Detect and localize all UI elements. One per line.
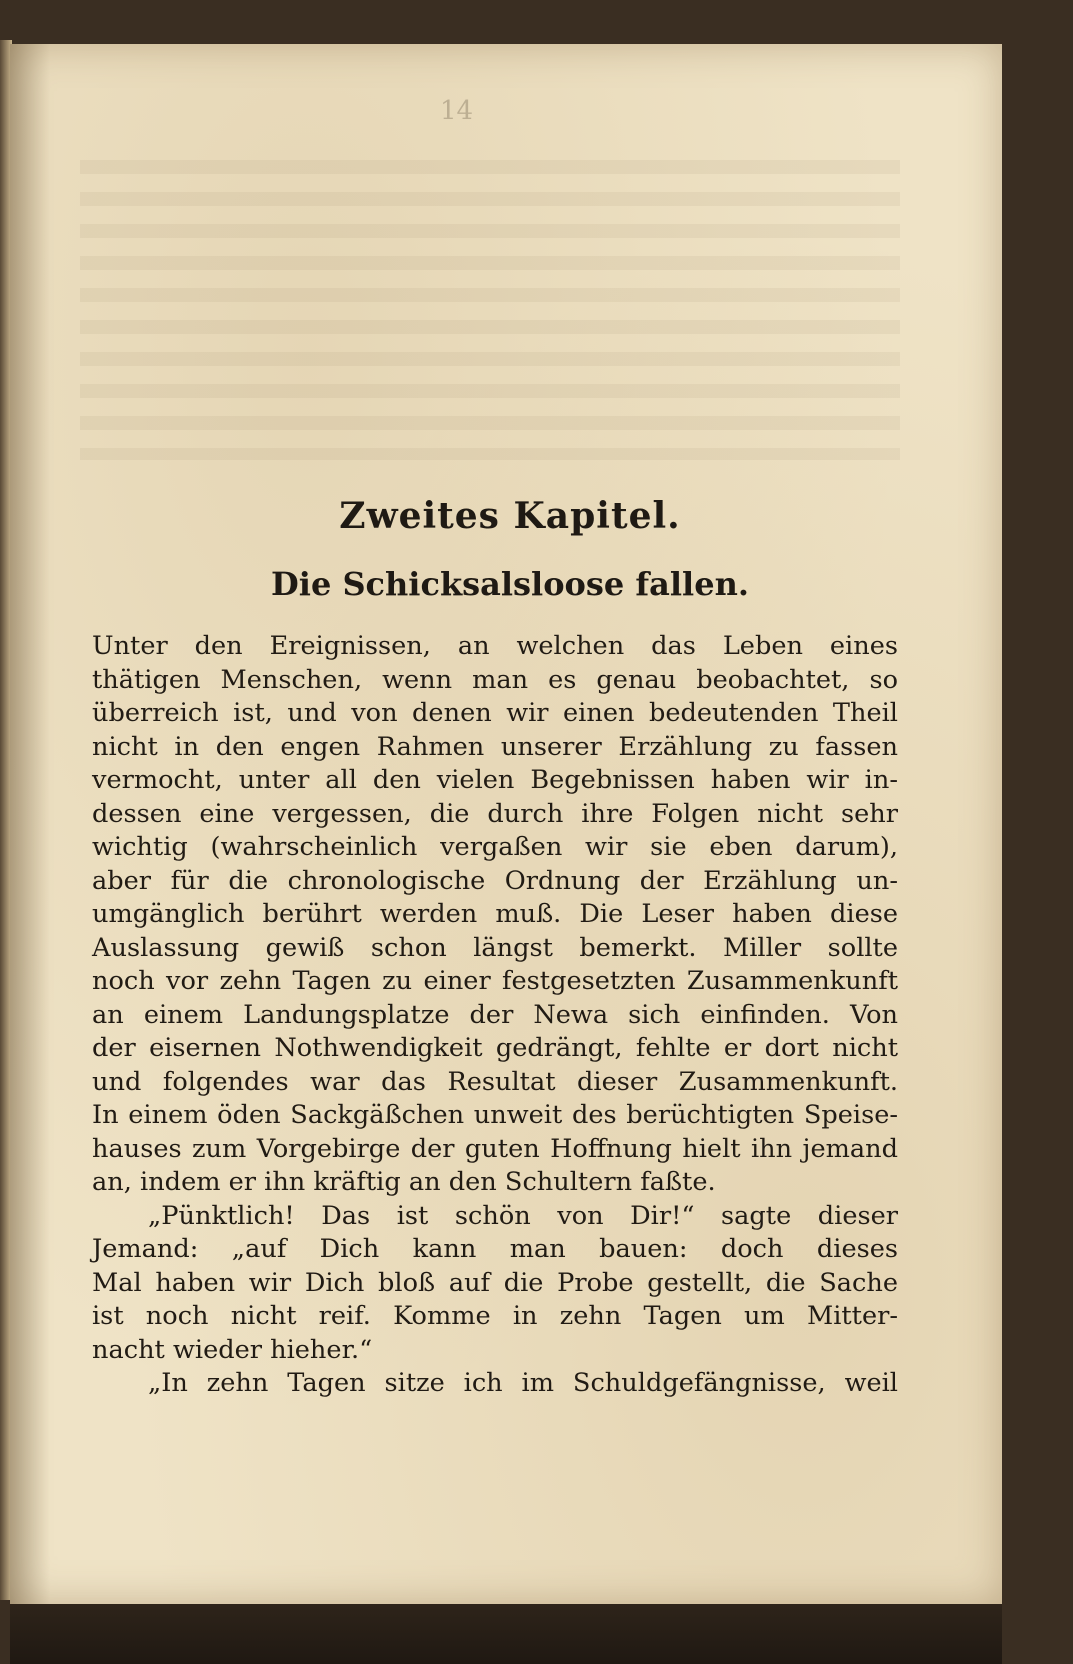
text-line: umgänglich berührt werden muß. Die Leser haben diese [92, 899, 898, 929]
text-line: noch vor zehn Tagen zu einer festgesetzten Zusammenkunft [92, 966, 898, 996]
body-text [92, 630, 898, 1401]
text-line: vermocht, unter all den vielen Begebnissen haben wir in- [92, 765, 898, 795]
text-line: dessen eine vergessen, die durch ihre Folgen nicht sehr [92, 798, 898, 829]
text-line: an einem Landungsplatze der Newa sich einfinden. Von [92, 999, 898, 1030]
bleed-through-text [80, 160, 900, 460]
text-line: Mal haben wir Dich bloß auf die Probe gestellt, die Sache [92, 1267, 898, 1298]
chapter-title: Zweites Kapitel. [339, 495, 681, 537]
text-line: wichtig (wahrscheinlich vergaßen wir sie eben darum), [92, 832, 898, 862]
page-number: 14 [440, 96, 474, 126]
text-line: „In zehn Tagen sitze ich im Schuldgefängnisse, weil [148, 1368, 898, 1398]
text-line: und folgendes war das Resultat dieser Zusammenkunft. [92, 1066, 898, 1097]
text-line: „Pünktlich! Das ist schön von Dir!“ sagte dieser [148, 1200, 898, 1231]
text-line: nacht wieder hieher.“ [92, 1334, 373, 1365]
spine-shadow [10, 44, 50, 1604]
text-line: überreich ist, und von denen wir einen bedeutenden Theil [92, 698, 898, 728]
book-bottom-edge [10, 1604, 1002, 1664]
text-line: Jemand: „auf Dich kann man bauen: doch dieses [92, 1234, 898, 1264]
text-line: nicht in den engen Rahmen unserer Erzählung zu fassen [92, 731, 898, 762]
text-line: Unter den Ereignissen, an welchen das Leben eines [92, 631, 898, 661]
text-line: thätigen Menschen, wenn man es genau beobachtet, so [92, 664, 898, 695]
chapter-subtitle: Die Schicksalsloose fallen. [271, 565, 749, 603]
text-line: an, indem er ihn kräftig an den Schultern faßte. [92, 1167, 716, 1197]
text-line: ist noch nicht reif. Komme in zehn Tagen um Mitter- [92, 1301, 898, 1331]
text-line: Auslassung gewiß schon längst bemerkt. Miller sollte [92, 932, 898, 963]
text-line: In einem öden Sackgäßchen unweit des berüchtigten Speise- [92, 1100, 898, 1130]
text-line: aber für die chronologische Ordnung der Erzählung un- [92, 865, 898, 896]
text-line: der eisernen Nothwendigkeit gedrängt, fehlte er dort nicht [92, 1033, 898, 1063]
text-line: hauses zum Vorgebirge der guten Hoffnung hielt ihn jemand [92, 1133, 898, 1164]
